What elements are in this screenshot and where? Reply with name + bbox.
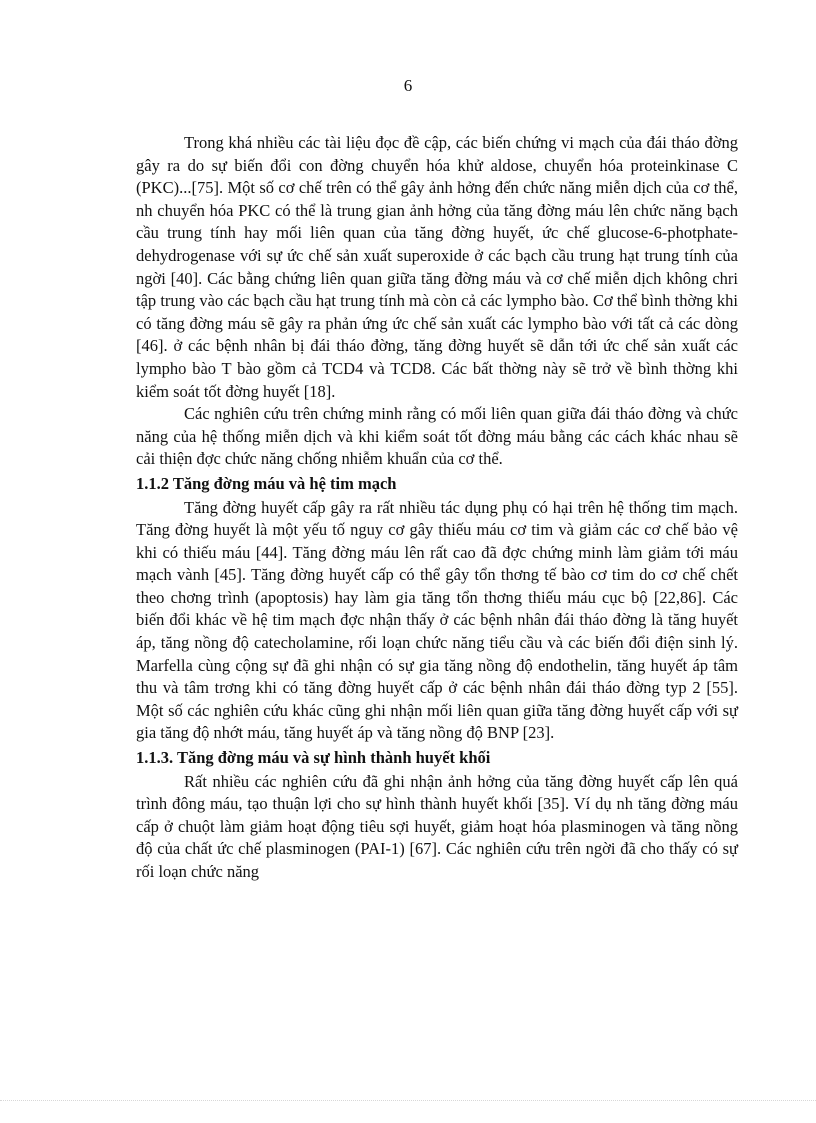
section-heading-1-1-3: 1.1.3. Tăng đờng máu và sự hình thành huyết khối [136, 748, 491, 768]
section-heading-1-1-2: 1.1.2 Tăng đờng máu và hệ tim mạch [136, 473, 397, 493]
intro-paragraph-1: Trong khá nhiều các tài liệu đọc đề cập, các biến chứng vi mạch của đái tháo đờng gây ra do sự biến đổi con đờng chuyển hóa khử aldose, chuyển hóa proteinkinase C (PKC)...[75]. Một số cơ chế trên có thể gây ảnh hởng đến chức năng miễn dịch của cơ thể, nh chuyển hóa PKC có thể là trung gian ảnh hởng của tăng đờng máu lên chức năng bạch cầu trung tính hay mối liên quan của tăng đờng huyết, ức chế glucose-6-photphate-dehydrogenase với sự ức chế sản xuất superoxide ở các bạch cầu trung hạt trung tính của ngời [40]. Các bằng chứng liên quan giữa tăng đờng máu và cơ chế miễn dịch không chri tập trung vào các bạch cầu hạt trung tính mà còn cả các lympho bào. Cơ thể bình thờng khi có tăng đờng máu sẽ gây ra phản ứng ức chế sản xuất các lympho bào với tất cả các dòng [46]. ở các bệnh nhân bị đái tháo đờng, tăng đờng huyết sẽ dẫn tới ức chế sản xuất các lympho bào T bào gồm cả TCD4 và TCD8. Các bất thờng này sẽ trở về bình thờng khi kiểm soát tốt đờng huyết [18]. [136, 133, 738, 401]
page-number: 6 [403, 76, 413, 95]
section-1-1-3-paragraph: Rất nhiều các nghiên cứu đã ghi nhận ảnh hởng của tăng đờng huyết cấp lên quá trình đông máu, tạo thuận lợi cho sự hình thành huyết khối [35]. Ví dụ nh tăng đờng máu cấp ở chuột làm giảm hoạt động tiêu sợi huyết, giảm hoạt hóa plasminogen và tăng nồng độ của chất ức chế plasminogen (PAI-1) [67]. Các nghiên cứu trên ngời đã cho thấy có sự rối loạn chức năng [136, 771, 738, 881]
document-body [136, 132, 738, 884]
intro-paragraph-2: Các nghiên cứu trên chứng minh rằng có mối liên quan giữa đái tháo đờng và chức năng của hệ thống miễn dịch và khi kiểm soát tốt đờng máu bằng các cách khác nhau sẽ cải thiện đợc chức năng chống nhiễm khuẩn của cơ thể. [136, 404, 738, 469]
section-1-1-2-paragraph: Tăng đờng huyết cấp gây ra rất nhiều tác dụng phụ có hại trên hệ thống tim mạch. Tăng đờng huyết là một yếu tố nguy cơ gây thiếu máu cơ tim và giảm các cơ chế bảo vệ khi có thiếu máu [44]. Tăng đờng máu lên rất cao đã đợc chứng minh làm giảm tới máu mạch vành [45]. Tăng đờng huyết cấp có thể gây tổn thơng tế bào cơ tim do cơ chế chết theo chơng trình (apoptosis) hay làm gia tăng tổn thơng thiếu máu cục bộ [22,86]. Các biến đổi khác về hệ tim mạch đợc nhận thấy ở các bệnh nhân đái tháo đờng là tăng huyết áp, tăng nồng độ catecholamine, rối loạn chức năng tiểu cầu và các biến đổi điện sinh lý. Marfella cùng cộng sự đã ghi nhận có sự gia tăng nồng độ endothelin, tăng huyết áp tâm thu và tâm trơng khi có tăng đờng huyết cấp ở các bệnh nhân đái tháo đờng typ 2 [55]. Một số các nghiên cứu khác cũng ghi nhận mối liên quan giữa tăng đờng huyết cấp với sự gia tăng độ nhớt máu, tăng huyết áp và tăng nồng độ BNP [23]. [136, 497, 738, 743]
page-bottom-divider [0, 1100, 816, 1101]
